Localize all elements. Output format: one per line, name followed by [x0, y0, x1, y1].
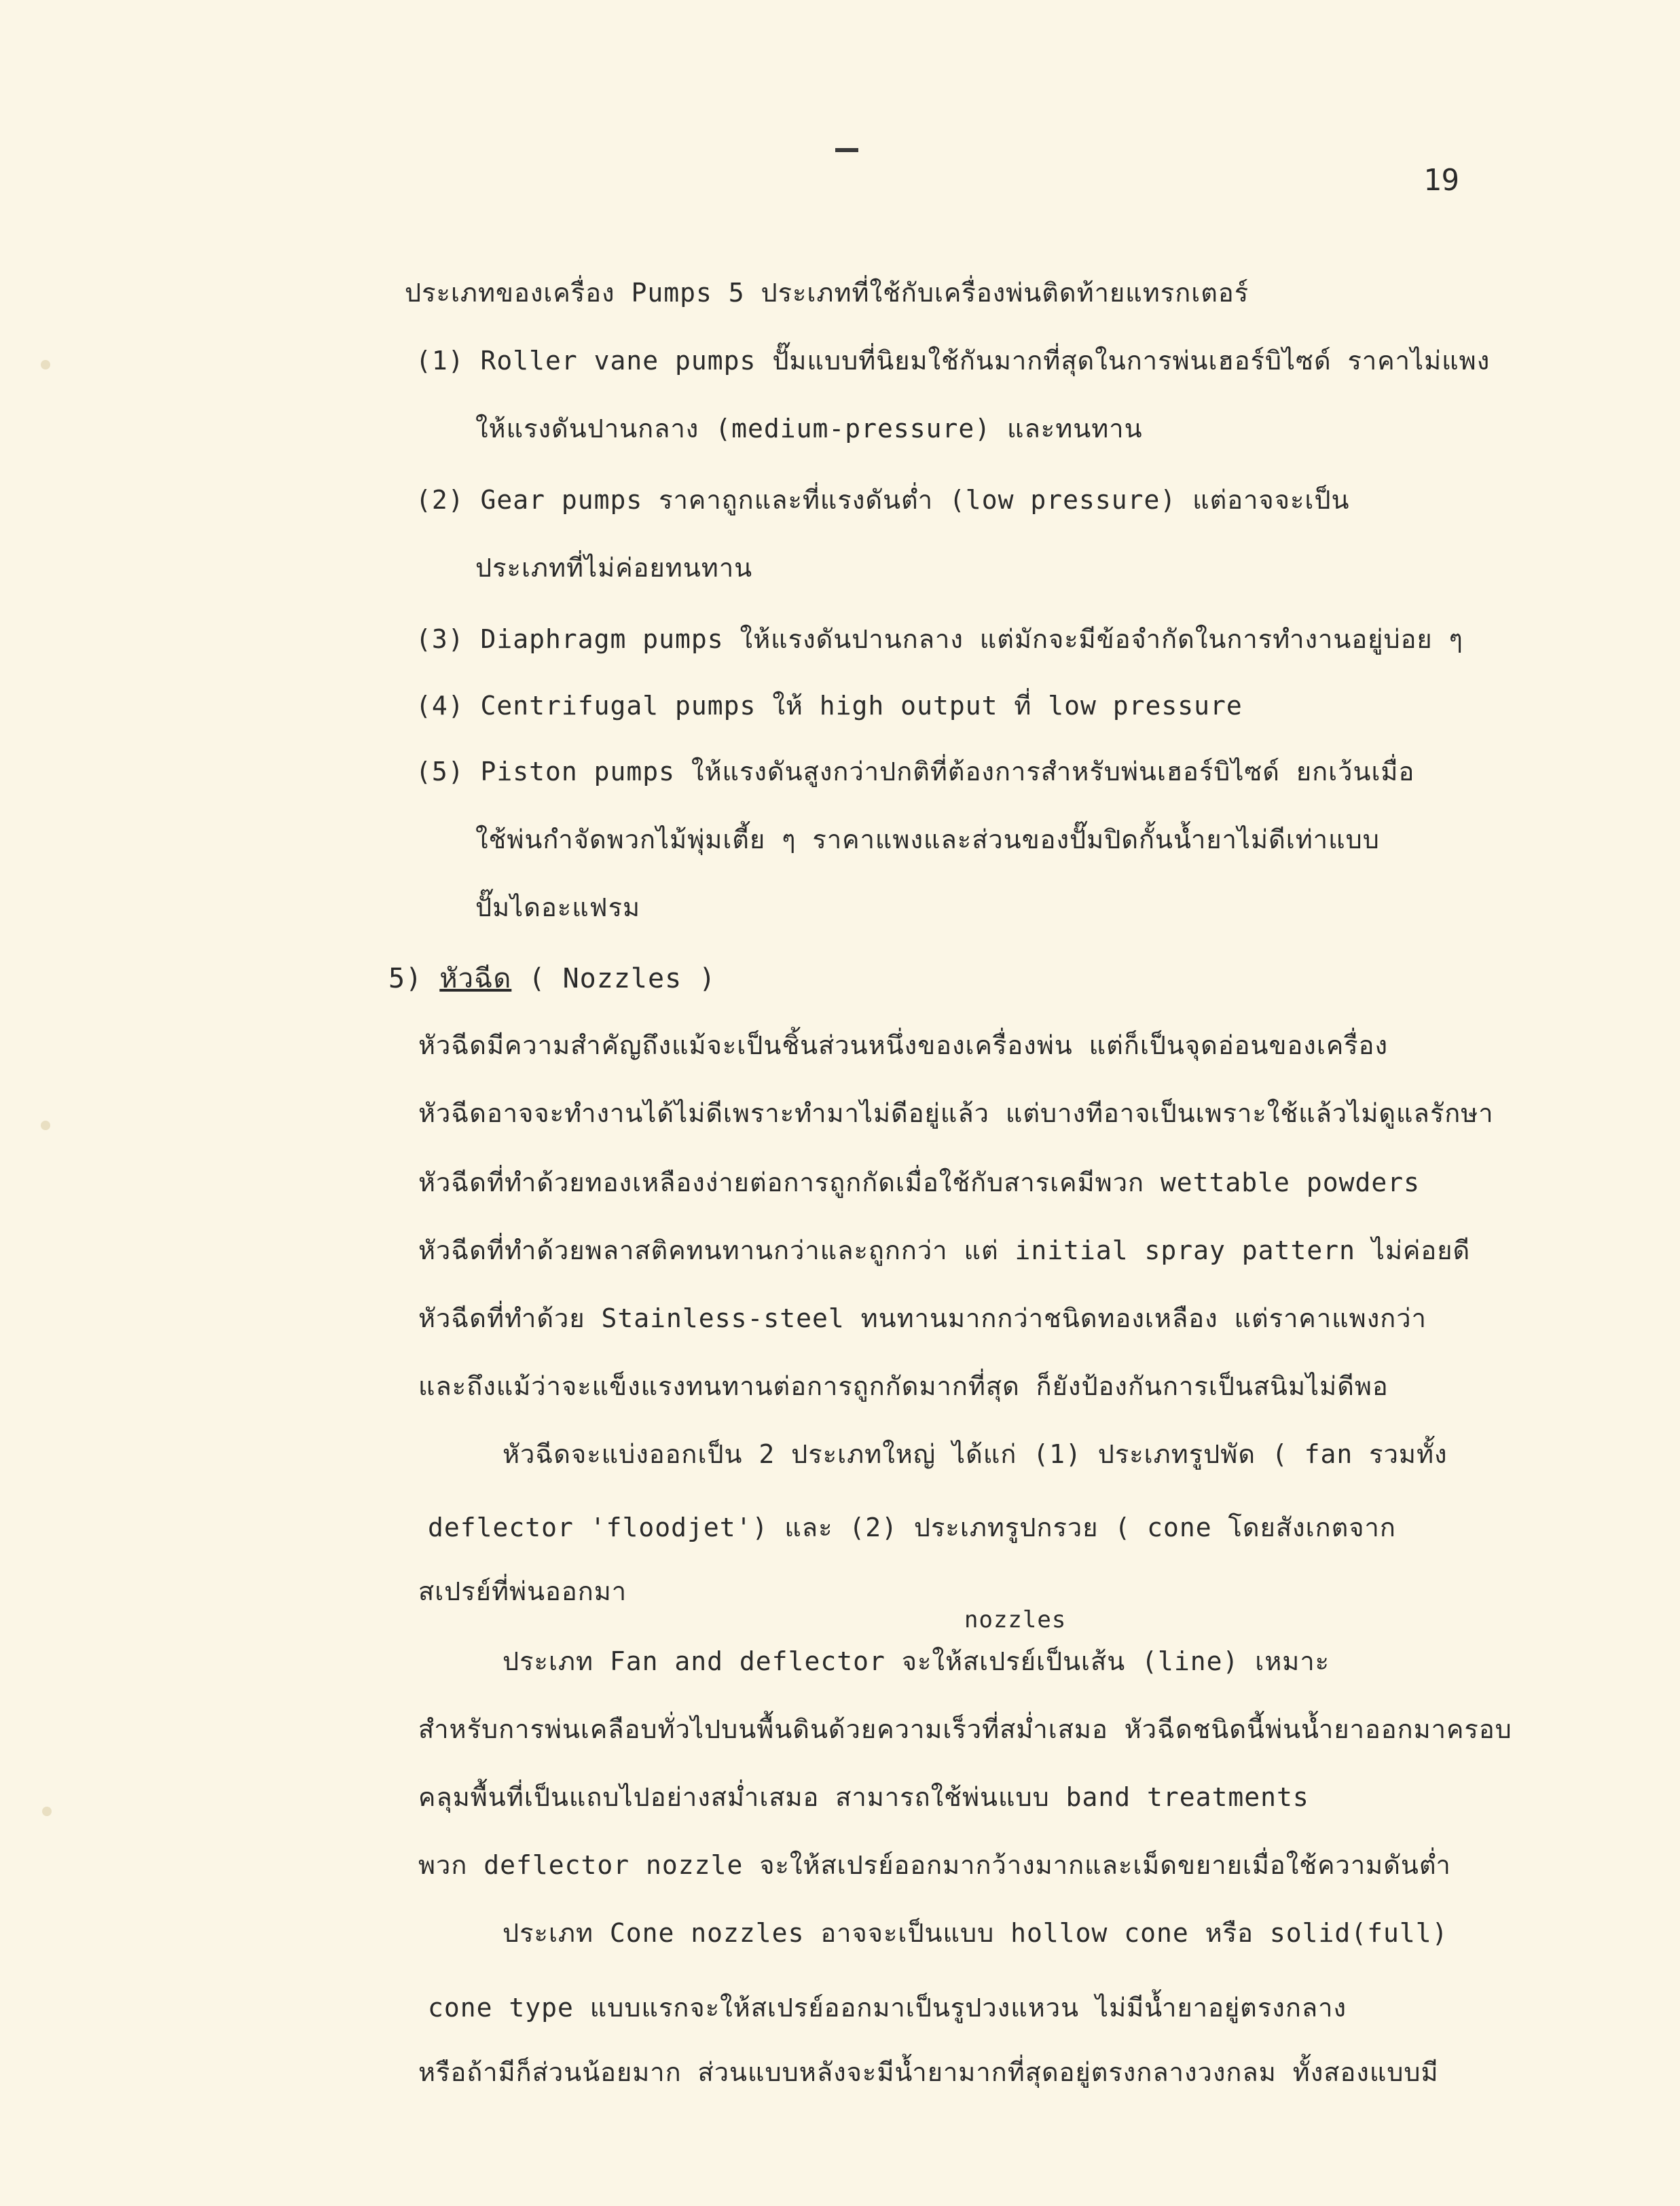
page-number: 19 [1423, 163, 1459, 198]
top-dash-mark [835, 148, 858, 152]
text-line: (2) Gear pumps ราคาถูกและที่แรงดันต่ำ (low pressure) แต่อาจจะเป็น [416, 485, 1350, 515]
section-title: หัวฉีด [439, 963, 512, 994]
text-line: (4) Centrifugal pumps ให้ high output ที่ low pressure [416, 691, 1243, 721]
text-line: cone type แบบแรกจะให้สเปรย์ออกมาเป็นรูปวงแหวน ไม่มีน้ำยาอยู่ตรงกลาง [428, 1993, 1347, 2023]
text-line: สเปรย์ที่พ่นออกมา [418, 1576, 627, 1606]
text-line: nozzles [964, 1606, 1067, 1633]
punch-hole [42, 1807, 52, 1816]
text-line: หัวฉีดที่ทำด้วยทองเหลืองง่ายต่อการถูกกัดเมื่อใช้กับสารเคมีพวก wettable powders [418, 1168, 1420, 1197]
text-line: หรือถ้ามีก็ส่วนน้อยมาก ส่วนแบบหลังจะมีน้ำยามากที่สุดอยู่ตรงกลางวงกลม ทั้งสองแบบมี [418, 2057, 1439, 2087]
text-line: ปั๊มไดอะแฟรม [475, 892, 641, 922]
text-line: ประเภทของเครื่อง Pumps 5 ประเภทที่ใช้กับเครื่องพ่นติดท้ายแทรกเตอร์ [405, 278, 1249, 308]
text-line: พวก deflector nozzle จะให้สเปรย์ออกมากว้างมากและเม็ดขยายเมื่อใช้ความดันต่ำ [418, 1850, 1451, 1880]
punch-hole [41, 1121, 50, 1130]
text-line: หัวฉีดอาจจะทำงานได้ไม่ดีเพราะทำมาไม่ดีอยู่แล้ว แต่บางทีอาจเป็นเพราะใช้แล้วไม่ดูแลรักษา [418, 1098, 1494, 1128]
text-line: (1) Roller vane pumps ปั๊มแบบที่นิยมใช้กันมากที่สุดในการพ่นเฮอร์บิไซด์ ราคาไม่แพง [416, 346, 1491, 376]
text-line: หัวฉีดจะแบ่งออกเป็น 2 ประเภทใหญ่ ได้แก่ (1) ประเภทรูปพัด ( fan รวมทั้ง [503, 1439, 1448, 1469]
text-line: หัวฉีดที่ทำด้วยพลาสติคทนทานกว่าและถูกกว่า แต่ initial spray pattern ไม่ค่อยดี [418, 1235, 1471, 1265]
text-line: ใช้พ่นกำจัดพวกไม้พุ่มเตี้ย ๆ ราคาแพงและส่วนของปั๊มปิดกั้นน้ำยาไม่ดีเท่าแบบ [475, 825, 1380, 854]
punch-hole [41, 360, 50, 369]
text-line: (3) Diaphragm pumps ให้แรงดันปานกลาง แต่มักจะมีข้อจำกัดในการทำงานอยู่บ่อย ๆ [416, 624, 1463, 654]
text-line: ให้แรงดันปานกลาง (medium-pressure) และทนทาน [475, 414, 1143, 444]
text-line: deflector 'floodjet') และ (2) ประเภทรูปกรวย ( cone โดยสังเกตจาก [428, 1513, 1396, 1542]
text-line: หัวฉีดมีความสำคัญถึงแม้จะเป็นชิ้นส่วนหนึ่งของเครื่องพ่น แต่ก็เป็นจุดอ่อนของเครื่อง [418, 1030, 1389, 1060]
text-line: ประเภท Fan and deflector จะให้สเปรย์เป็นเส้น (line) เหมาะ [503, 1646, 1330, 1676]
section-number: 5) [388, 963, 423, 994]
section-heading [388, 956, 716, 1000]
text-line: หัวฉีดที่ทำด้วย Stainless-steel ทนทานมากกว่าชนิดทองเหลือง แต่ราคาแพงกว่า [418, 1303, 1427, 1333]
text-line: คลุมพื้นที่เป็นแถบไปอย่างสม่ำเสมอ สามารถใช้พ่นแบบ band treatments [418, 1782, 1309, 1812]
section-title-english: ( Nozzles ) [511, 963, 716, 994]
text-line: และถึงแม้ว่าจะแข็งแรงทนทานต่อการถูกกัดมากที่สุด ก็ยังป้องกันการเป็นสนิมไม่ดีพอ [418, 1371, 1389, 1401]
text-line: ประเภทที่ไม่ค่อยทนทาน [475, 553, 753, 583]
text-line: สำหรับการพ่นเคลือบทั่วไปบนพื้นดินด้วยความเร็วที่สม่ำเสมอ หัวฉีดชนิดนี้พ่นน้ำยาออกมาครอบ [418, 1714, 1512, 1744]
text-line: ประเภท Cone nozzles อาจจะเป็นแบบ hollow cone หรือ solid(full) [503, 1918, 1448, 1948]
text-line: (5) Piston pumps ให้แรงดันสูงกว่าปกติที่ต้องการสำหรับพ่นเฮอร์บิไซด์ ยกเว้นเมื่อ [416, 757, 1415, 786]
